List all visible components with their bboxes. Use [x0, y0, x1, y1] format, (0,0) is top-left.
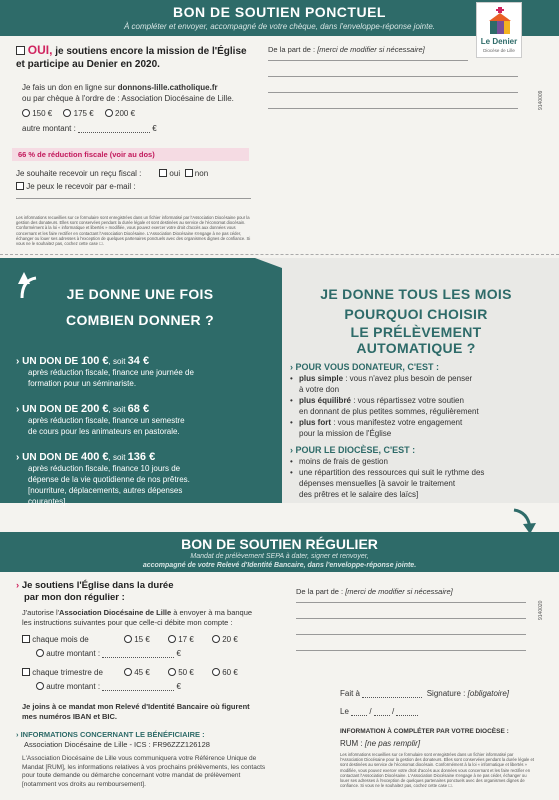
from-line[interactable] [296, 650, 526, 651]
top-subtitle: À compléter et envoyer, accompagné de votre chèque, dans l'enveloppe-réponse jointe. [123, 22, 436, 31]
logo-sub: Diocèse de Lille [483, 48, 515, 53]
cut-line [0, 254, 559, 255]
date-day-input[interactable] [351, 707, 367, 716]
right-heading-2: POURQUOI CHOISIR [344, 306, 488, 322]
quarterly-other-radio[interactable] [36, 682, 44, 690]
quarterly-row: chaque trimestre de 45 € 50 € 60 € [22, 667, 272, 678]
authorization-text: J'autorise l'Association Diocésaine de Lille à envoyer à ma banque les instructions suivantes pour que celle-ci débite mon compte : [22, 608, 253, 627]
quarterly-radio-60[interactable] [212, 668, 220, 676]
from-line[interactable] [268, 76, 518, 77]
monthly-radio-17[interactable] [168, 635, 176, 643]
email-input-line[interactable] [16, 198, 251, 199]
top-from-field: De la part de : [merci de modifier si nécessaire] [268, 45, 425, 54]
from-line[interactable] [296, 618, 526, 619]
place-input[interactable] [362, 689, 422, 698]
from-line[interactable] [268, 92, 518, 93]
gift-100: › UN DON DE 100 €, soit 34 € après réduction fiscale, finance une journée de formation pour un séminariste. [16, 355, 194, 388]
form-code: 9140020 [538, 600, 544, 620]
email-option: Je peux le recevoir par e-mail : [16, 181, 256, 192]
left-heading-1: JE DONNE UNE FOIS [66, 286, 214, 302]
date-row: Le / / [340, 706, 480, 717]
place-signature-row: Fait à Signature : [obligatoire] [340, 689, 509, 698]
rum-note: L'Association Diocésaine de Lille vous communiquera votre Référence Unique de Mandat [RUM], les informations relatives à vos prochains prélèvements, les contacts pour toute demande ou démarche concernant votre mandat de prélèvement [notamment vos droits au remboursement]. [22, 755, 266, 788]
diocese-info-title: INFORMATION À COMPLÉTER PAR VOTRE DIOCÈSE : [340, 728, 509, 735]
oui-statement: OUI, je soutiens encore la mission de l'Église et participe au Denier en 2020. [16, 43, 247, 70]
advantage-item: • moins de frais de gestion [290, 456, 530, 467]
quarterly-other: autre montant : € [36, 681, 236, 692]
bottom-from-field: De la part de : [merci de modifier si nécessaire] [296, 587, 453, 596]
from-line[interactable] [268, 60, 468, 61]
right-heading-3: LE PRÉLÈVEMENT AUTOMATIQUE ? [350, 324, 482, 356]
top-legal-text: Les informations recueillies sur ce formulaire sont enregistrées dans un fichier informatisé par l'Association Diocésaine pour la gestion des donateurs. Elles sont conservées pendant la durée légale et sont destinées au service de l'économat diocésain. Conformément à la loi « informatique et libertés » modifiée, vous pouvez exercer votre droit d'accès aux données vous concernant et les faire rectifier en contactant l'Association Diocésaine. L'Association Diocésaine s'engage à ne pas céder, échanger ou louer ses adresses à l'exception de quelques partenaires ponctuels avec des organismes dignes de confiance. Si vous ne le souhaitez pas, cochez cette case ☐. [16, 215, 251, 247]
amount-options: 150 € 175 € 200 € [22, 108, 222, 119]
from-line[interactable] [296, 602, 526, 603]
monthly-other-radio[interactable] [36, 649, 44, 657]
form-code: 9140009 [538, 90, 544, 110]
quarterly-other-input[interactable] [102, 682, 174, 691]
oui-checkbox[interactable] [16, 46, 25, 55]
bottom-title: BON DE SOUTIEN RÉGULIER [181, 536, 378, 552]
quarterly-checkbox[interactable] [22, 668, 30, 676]
date-year-input[interactable] [396, 707, 418, 716]
bottom-subtitle: Mandat de prélèvement SEPA à dater, signer et renvoyer, accompagné de votre Relevé d'Identité Bancaire, dans l'enveloppe-réponse jointe. [142, 553, 417, 569]
monthly-radio-20[interactable] [212, 635, 220, 643]
receipt-yes-checkbox[interactable] [159, 169, 167, 177]
advantage-item: • plus équilibré : vous répartissez votre soutien en donnant de plus petites sommes, régulièrement [290, 395, 530, 417]
quarterly-radio-45[interactable] [124, 668, 132, 676]
rib-note: Je joins à ce mandat mon Relevé d'Identité Bancaire où figurent mes numéros IBAN et BIC. [22, 702, 250, 721]
advantage-item: • une répartition des ressources qui suit le rythme des dépenses mensuelles [à savoir le traitement des prêtres et le salaire des laïcs] [290, 467, 530, 500]
from-line[interactable] [296, 634, 526, 635]
receipt-question: Je souhaite recevoir un reçu fiscal : oui non [16, 169, 209, 178]
receipt-no-checkbox[interactable] [185, 169, 193, 177]
regular-heading: › Je soutiens l'Église dans la durée par mon don régulier : [16, 580, 174, 603]
from-line[interactable] [268, 108, 518, 109]
right-heading-1: JE DONNE TOUS LES MOIS [320, 286, 512, 302]
donor-advantages: › POUR VOUS DONATEUR, C'EST : • plus simple : vous n'avez plus besoin de penser à votre don • plus équilibré : vous répartissez votre soutien en donnant de plus petites sommes, régulièrement • plus fort : vous manifestez votre engagement pour la mission de l'Église › POUR LE DIOCÈSE, C'EST : • moins de frais de gestion • une répartition des ressources qui suit le rythme des dépenses mensuelles [à savoir le traitement des prêtres et le salaire des laïcs] [290, 362, 530, 500]
beneficiary-info: › INFORMATIONS CONCERNANT LE BÉNÉFICIAIRE : Association Diocésaine de Lille - ICS : FR96ZZZ126128 [16, 730, 210, 749]
logo-name: Le Denier [480, 37, 518, 46]
bottom-legal-text: Les informations recueillies sur ce formulaire sont enregistrées dans un fichier informatisé par l'Association Diocésaine pour la gestion des donateurs. Elles sont conservées pendant la durée légale et sont destinées au service de l'économat diocésain. Conformément à la loi « informatique et libertés » modifiée, vous pouvez exercer votre droit d'accès aux données vous concernant et les faire rectifier en contactant l'Association Diocésaine. L'Association Diocésaine s'engage à ne pas céder, échanger ou louer ses adresses à l'exception de quelques partenaires ponctuels avec des organismes dignes de confiance. Si vous ne le souhaitez pas, cochez cette case ☐. [340, 752, 535, 789]
online-donation: Je fais un don en ligne sur donnons-lille.catholique.fr ou par chèque à l'ordre de : Association Diocésaine de Lille. [22, 83, 234, 103]
amount-radio-150[interactable] [22, 109, 30, 117]
advantage-item: • plus simple : vous n'avez plus besoin de penser à votre don [290, 373, 530, 395]
advantage-item: • plus fort : vous manifestez votre engagement pour la mission de l'Église [290, 417, 530, 439]
bottom-banner [0, 532, 559, 572]
monthly-other-input[interactable] [102, 649, 174, 658]
other-amount-input[interactable] [78, 124, 150, 133]
church-logo-icon [487, 7, 513, 35]
donation-site-link[interactable]: donnons-lille.catholique.fr [117, 83, 218, 92]
left-heading-2: COMBIEN DONNER ? [66, 312, 214, 328]
amount-radio-200[interactable] [105, 109, 113, 117]
monthly-radio-15[interactable] [124, 635, 132, 643]
monthly-checkbox[interactable] [22, 635, 30, 643]
monthly-row: chaque mois de 15 € 17 € 20 € [22, 634, 272, 645]
email-checkbox[interactable] [16, 182, 24, 190]
date-month-input[interactable] [374, 707, 390, 716]
quarterly-radio-50[interactable] [168, 668, 176, 676]
gift-400: › UN DON DE 400 €, soit 136 € après réduction fiscale, finance 10 jours de dépense de la vie quotidienne de nos prêtres. [nourriture, déplacements, autres dépenses courantes]. [16, 451, 190, 506]
monthly-other: autre montant : € [36, 648, 236, 659]
gift-200: › UN DON DE 200 €, soit 68 € après réduction fiscale, finance un semestre de cours pour les animateurs en pastorale. [16, 403, 185, 436]
other-amount: autre montant : € [22, 124, 157, 133]
amount-radio-175[interactable] [63, 109, 71, 117]
rum-row: RUM : [ne pas remplir] [340, 739, 421, 748]
tax-reduction-bar: 66 % de réduction fiscale (voir au dos) [12, 148, 249, 161]
top-title: BON DE SOUTIEN PONCTUEL [173, 4, 386, 20]
